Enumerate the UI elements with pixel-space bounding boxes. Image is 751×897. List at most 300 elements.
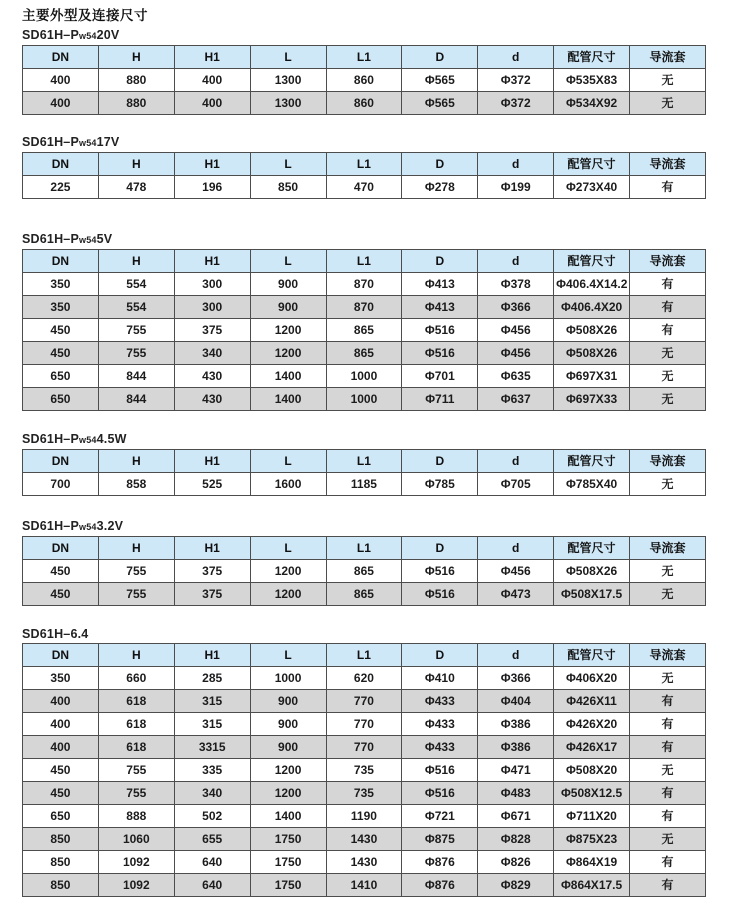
- table-cell: 1000: [250, 667, 326, 690]
- column-header: H1: [174, 644, 250, 667]
- table-cell: 340: [174, 782, 250, 805]
- table-cell: 755: [98, 782, 174, 805]
- model-prefix: SD61H–P: [22, 232, 79, 246]
- table-cell: 有: [630, 736, 706, 759]
- table-cell: Φ508X26: [554, 319, 630, 342]
- spec-table-head: [23, 450, 706, 473]
- table-cell: Φ701: [402, 365, 478, 388]
- column-header: L1: [326, 450, 402, 473]
- table-cell: 554: [98, 273, 174, 296]
- column-header: H1: [174, 153, 250, 176]
- table-cell: Φ199: [478, 176, 554, 199]
- table-cell: Φ516: [402, 759, 478, 782]
- table-cell: 858: [98, 473, 174, 496]
- table-cell: 无: [630, 473, 706, 496]
- table-cell: 1060: [98, 828, 174, 851]
- spec-table-body: [23, 560, 706, 606]
- table-cell: Φ508X20: [554, 759, 630, 782]
- column-header: L1: [326, 250, 402, 273]
- table-cell: 225: [23, 176, 99, 199]
- table-row: [23, 736, 706, 759]
- spec-section: [22, 519, 706, 606]
- table-cell: 1400: [250, 388, 326, 411]
- table-cell: Φ366: [478, 296, 554, 319]
- table-cell: Φ372: [478, 69, 554, 92]
- table-row: [23, 342, 706, 365]
- table-cell: 880: [98, 69, 174, 92]
- column-header: H: [98, 450, 174, 473]
- table-cell: 700: [23, 473, 99, 496]
- table-cell: 350: [23, 667, 99, 690]
- spec-section: [22, 135, 706, 199]
- column-header: d: [478, 46, 554, 69]
- column-header: H1: [174, 46, 250, 69]
- table-cell: 有: [630, 690, 706, 713]
- table-cell: 无: [630, 560, 706, 583]
- table-cell: 有: [630, 319, 706, 342]
- table-cell: Φ785: [402, 473, 478, 496]
- table-cell: Φ829: [478, 874, 554, 897]
- table-cell: 735: [326, 759, 402, 782]
- column-header: D: [402, 450, 478, 473]
- column-header: DN: [23, 537, 99, 560]
- table-cell: Φ508X26: [554, 342, 630, 365]
- table-row: [23, 473, 706, 496]
- table-cell: 755: [98, 759, 174, 782]
- table-cell: Φ508X17.5: [554, 583, 630, 606]
- table-cell: 有: [630, 176, 706, 199]
- spec-table: [22, 45, 706, 115]
- table-cell: 315: [174, 690, 250, 713]
- table-cell: 554: [98, 296, 174, 319]
- table-cell: Φ366: [478, 667, 554, 690]
- table-cell: Φ413: [402, 273, 478, 296]
- table-cell: 有: [630, 782, 706, 805]
- section-model-label: [22, 135, 706, 150]
- spec-table: [22, 449, 706, 496]
- column-header: D: [402, 250, 478, 273]
- table-cell: Φ711X20: [554, 805, 630, 828]
- column-header: 导流套: [630, 644, 706, 667]
- spec-table: [22, 249, 706, 411]
- table-cell: 860: [326, 92, 402, 115]
- table-cell: 无: [630, 583, 706, 606]
- table-cell: 375: [174, 560, 250, 583]
- table-cell: Φ876: [402, 874, 478, 897]
- spec-table-head: [23, 644, 706, 667]
- table-cell: 400: [174, 92, 250, 115]
- table-cell: 755: [98, 583, 174, 606]
- column-header: L1: [326, 644, 402, 667]
- table-cell: Φ565: [402, 92, 478, 115]
- table-row: [23, 319, 706, 342]
- model-suffix: 20V: [96, 28, 120, 42]
- table-cell: Φ534X92: [554, 92, 630, 115]
- spec-table-head: [23, 46, 706, 69]
- table-cell: 400: [23, 736, 99, 759]
- table-cell: Φ483: [478, 782, 554, 805]
- column-header: 配管尺寸: [554, 250, 630, 273]
- table-cell: 850: [23, 828, 99, 851]
- table-cell: 1750: [250, 874, 326, 897]
- table-cell: Φ516: [402, 342, 478, 365]
- column-header: d: [478, 537, 554, 560]
- table-cell: 1430: [326, 851, 402, 874]
- table-cell: Φ864X17.5: [554, 874, 630, 897]
- table-cell: 1750: [250, 851, 326, 874]
- table-cell: 1300: [250, 69, 326, 92]
- table-cell: 640: [174, 851, 250, 874]
- table-cell: 755: [98, 342, 174, 365]
- table-cell: 660: [98, 667, 174, 690]
- table-cell: Φ433: [402, 736, 478, 759]
- table-cell: 618: [98, 736, 174, 759]
- sections-root: [22, 28, 706, 897]
- table-cell: 无: [630, 365, 706, 388]
- column-header: 导流套: [630, 250, 706, 273]
- table-cell: 400: [23, 69, 99, 92]
- table-cell: 450: [23, 759, 99, 782]
- table-cell: 850: [23, 874, 99, 897]
- table-cell: 无: [630, 69, 706, 92]
- table-cell: Φ406.4X20: [554, 296, 630, 319]
- table-cell: 770: [326, 713, 402, 736]
- table-cell: 450: [23, 319, 99, 342]
- model-prefix: SD61H–P: [22, 135, 79, 149]
- table-cell: Φ433: [402, 713, 478, 736]
- table-cell: 450: [23, 560, 99, 583]
- table-cell: Φ875X23: [554, 828, 630, 851]
- column-header: DN: [23, 450, 99, 473]
- table-cell: 无: [630, 667, 706, 690]
- table-cell: Φ721: [402, 805, 478, 828]
- spec-section: [22, 432, 706, 496]
- table-cell: 300: [174, 273, 250, 296]
- table-cell: 1600: [250, 473, 326, 496]
- column-header: 导流套: [630, 153, 706, 176]
- table-cell: 430: [174, 388, 250, 411]
- model-prefix: SD61H–6.4: [22, 627, 89, 641]
- table-cell: 1410: [326, 874, 402, 897]
- table-cell: 870: [326, 296, 402, 319]
- column-header: d: [478, 644, 554, 667]
- table-cell: 900: [250, 713, 326, 736]
- table-cell: 880: [98, 92, 174, 115]
- table-row: [23, 69, 706, 92]
- spec-section: [22, 232, 706, 411]
- column-header: L: [250, 644, 326, 667]
- table-cell: 650: [23, 365, 99, 388]
- table-cell: Φ473: [478, 583, 554, 606]
- table-cell: 655: [174, 828, 250, 851]
- table-cell: 1200: [250, 782, 326, 805]
- table-cell: 1200: [250, 319, 326, 342]
- column-header: H: [98, 153, 174, 176]
- table-row: [23, 828, 706, 851]
- table-cell: 1200: [250, 759, 326, 782]
- table-row: [23, 782, 706, 805]
- table-cell: 无: [630, 388, 706, 411]
- column-header: L1: [326, 153, 402, 176]
- table-cell: 400: [23, 690, 99, 713]
- table-cell: 196: [174, 176, 250, 199]
- table-row: [23, 713, 706, 736]
- table-cell: 900: [250, 273, 326, 296]
- header-row: [23, 46, 706, 69]
- table-cell: 315: [174, 713, 250, 736]
- table-row: [23, 805, 706, 828]
- table-cell: 1000: [326, 388, 402, 411]
- model-suffix: 4.5W: [96, 432, 127, 446]
- table-cell: Φ516: [402, 560, 478, 583]
- table-cell: Φ828: [478, 828, 554, 851]
- spec-table-body: [23, 69, 706, 115]
- table-cell: 430: [174, 365, 250, 388]
- table-cell: 650: [23, 388, 99, 411]
- table-cell: Φ426X20: [554, 713, 630, 736]
- table-cell: 888: [98, 805, 174, 828]
- spec-table-head: [23, 537, 706, 560]
- table-cell: 865: [326, 583, 402, 606]
- spec-table: [22, 152, 706, 199]
- table-cell: 375: [174, 319, 250, 342]
- table-cell: Φ508X26: [554, 560, 630, 583]
- column-header: H: [98, 537, 174, 560]
- column-header: D: [402, 644, 478, 667]
- table-cell: Φ433: [402, 690, 478, 713]
- table-cell: 400: [174, 69, 250, 92]
- table-cell: 478: [98, 176, 174, 199]
- model-suffix: 3.2V: [96, 519, 124, 533]
- table-row: [23, 667, 706, 690]
- table-cell: Φ426X17: [554, 736, 630, 759]
- table-cell: 770: [326, 690, 402, 713]
- table-cell: Φ426X11: [554, 690, 630, 713]
- header-row: [23, 153, 706, 176]
- header-row: [23, 250, 706, 273]
- table-cell: 有: [630, 273, 706, 296]
- table-cell: 900: [250, 736, 326, 759]
- table-cell: Φ456: [478, 342, 554, 365]
- table-cell: Φ471: [478, 759, 554, 782]
- column-header: 配管尺寸: [554, 644, 630, 667]
- table-cell: Φ697X31: [554, 365, 630, 388]
- column-header: H: [98, 46, 174, 69]
- model-prefix: SD61H–P: [22, 28, 79, 42]
- table-cell: 450: [23, 342, 99, 365]
- table-row: [23, 851, 706, 874]
- table-cell: 502: [174, 805, 250, 828]
- table-cell: 3315: [174, 736, 250, 759]
- table-cell: 865: [326, 319, 402, 342]
- column-header: L: [250, 46, 326, 69]
- table-cell: Φ516: [402, 319, 478, 342]
- table-cell: 640: [174, 874, 250, 897]
- table-cell: 1000: [326, 365, 402, 388]
- column-header: H: [98, 250, 174, 273]
- table-cell: 无: [630, 828, 706, 851]
- header-row: [23, 450, 706, 473]
- table-row: [23, 296, 706, 319]
- column-header: 导流套: [630, 46, 706, 69]
- table-cell: Φ413: [402, 296, 478, 319]
- model-suffix: 17V: [96, 135, 120, 149]
- column-header: d: [478, 250, 554, 273]
- spec-table: [22, 643, 706, 897]
- section-model-label: [22, 519, 706, 534]
- model-suffix: 5V: [96, 232, 113, 246]
- table-cell: 1400: [250, 805, 326, 828]
- column-header: L: [250, 537, 326, 560]
- table-cell: Φ278: [402, 176, 478, 199]
- table-cell: 450: [23, 583, 99, 606]
- table-cell: Φ273X40: [554, 176, 630, 199]
- column-header: L1: [326, 537, 402, 560]
- column-header: L: [250, 250, 326, 273]
- spec-section: [22, 627, 706, 897]
- table-cell: 400: [23, 92, 99, 115]
- table-cell: 1430: [326, 828, 402, 851]
- column-header: D: [402, 153, 478, 176]
- column-header: H: [98, 644, 174, 667]
- spec-table-body: [23, 176, 706, 199]
- table-cell: 有: [630, 296, 706, 319]
- table-row: [23, 273, 706, 296]
- table-row: [23, 583, 706, 606]
- table-cell: 1092: [98, 851, 174, 874]
- table-cell: 400: [23, 713, 99, 736]
- table-cell: Φ378: [478, 273, 554, 296]
- column-header: 配管尺寸: [554, 450, 630, 473]
- table-cell: 285: [174, 667, 250, 690]
- table-cell: 1400: [250, 365, 326, 388]
- table-cell: 755: [98, 319, 174, 342]
- table-cell: 618: [98, 713, 174, 736]
- column-header: d: [478, 153, 554, 176]
- table-cell: Φ516: [402, 782, 478, 805]
- table-row: [23, 176, 706, 199]
- spec-table-body: [23, 273, 706, 411]
- table-cell: Φ565: [402, 69, 478, 92]
- table-cell: 850: [23, 851, 99, 874]
- section-model-label: [22, 432, 706, 447]
- table-cell: Φ635: [478, 365, 554, 388]
- column-header: D: [402, 46, 478, 69]
- table-cell: 844: [98, 365, 174, 388]
- spec-section: [22, 28, 706, 115]
- table-cell: 有: [630, 805, 706, 828]
- table-cell: 1190: [326, 805, 402, 828]
- table-cell: Φ410: [402, 667, 478, 690]
- table-cell: 844: [98, 388, 174, 411]
- table-cell: Φ711: [402, 388, 478, 411]
- table-cell: 1200: [250, 560, 326, 583]
- table-cell: 865: [326, 560, 402, 583]
- column-header: d: [478, 450, 554, 473]
- model-subscript: w54: [79, 522, 97, 532]
- column-header: DN: [23, 644, 99, 667]
- column-header: DN: [23, 250, 99, 273]
- table-cell: 860: [326, 69, 402, 92]
- table-cell: Φ697X33: [554, 388, 630, 411]
- model-prefix: SD61H–P: [22, 519, 79, 533]
- table-cell: 770: [326, 736, 402, 759]
- table-row: [23, 874, 706, 897]
- table-cell: Φ671: [478, 805, 554, 828]
- table-cell: 1300: [250, 92, 326, 115]
- table-cell: 1200: [250, 583, 326, 606]
- model-subscript: w54: [79, 235, 97, 245]
- table-cell: 335: [174, 759, 250, 782]
- table-cell: Φ535X83: [554, 69, 630, 92]
- table-row: [23, 690, 706, 713]
- table-cell: 870: [326, 273, 402, 296]
- table-cell: Φ404: [478, 690, 554, 713]
- table-cell: 有: [630, 851, 706, 874]
- table-row: [23, 365, 706, 388]
- table-cell: 470: [326, 176, 402, 199]
- table-cell: 865: [326, 342, 402, 365]
- table-cell: Φ456: [478, 560, 554, 583]
- model-subscript: w54: [79, 435, 97, 445]
- table-cell: 无: [630, 92, 706, 115]
- table-cell: Φ875: [402, 828, 478, 851]
- table-cell: 300: [174, 296, 250, 319]
- table-cell: Φ705: [478, 473, 554, 496]
- spec-table-body: [23, 473, 706, 496]
- spec-table-body: [23, 667, 706, 897]
- table-row: [23, 560, 706, 583]
- table-cell: 1200: [250, 342, 326, 365]
- column-header: D: [402, 537, 478, 560]
- table-cell: 525: [174, 473, 250, 496]
- table-cell: 900: [250, 296, 326, 319]
- table-cell: Φ508X12.5: [554, 782, 630, 805]
- column-header: 配管尺寸: [554, 537, 630, 560]
- table-cell: Φ386: [478, 713, 554, 736]
- spec-table-head: [23, 153, 706, 176]
- table-cell: 1185: [326, 473, 402, 496]
- table-cell: 620: [326, 667, 402, 690]
- table-cell: Φ864X19: [554, 851, 630, 874]
- table-cell: 无: [630, 342, 706, 365]
- table-cell: Φ372: [478, 92, 554, 115]
- table-cell: 618: [98, 690, 174, 713]
- page-title: 主要外型及连接尺寸: [22, 8, 148, 23]
- table-cell: 350: [23, 273, 99, 296]
- table-cell: 有: [630, 713, 706, 736]
- column-header: DN: [23, 153, 99, 176]
- column-header: 导流套: [630, 537, 706, 560]
- table-row: [23, 759, 706, 782]
- spec-table-head: [23, 250, 706, 273]
- column-header: 配管尺寸: [554, 153, 630, 176]
- section-model-label: [22, 28, 706, 43]
- column-header: L: [250, 153, 326, 176]
- spec-table: [22, 536, 706, 606]
- table-cell: 650: [23, 805, 99, 828]
- table-cell: 450: [23, 782, 99, 805]
- header-row: [23, 644, 706, 667]
- column-header: H1: [174, 250, 250, 273]
- table-row: [23, 388, 706, 411]
- column-header: 导流套: [630, 450, 706, 473]
- table-cell: Φ637: [478, 388, 554, 411]
- table-row: [23, 92, 706, 115]
- table-cell: Φ826: [478, 851, 554, 874]
- table-cell: Φ406.4X14.2: [554, 273, 630, 296]
- column-header: L: [250, 450, 326, 473]
